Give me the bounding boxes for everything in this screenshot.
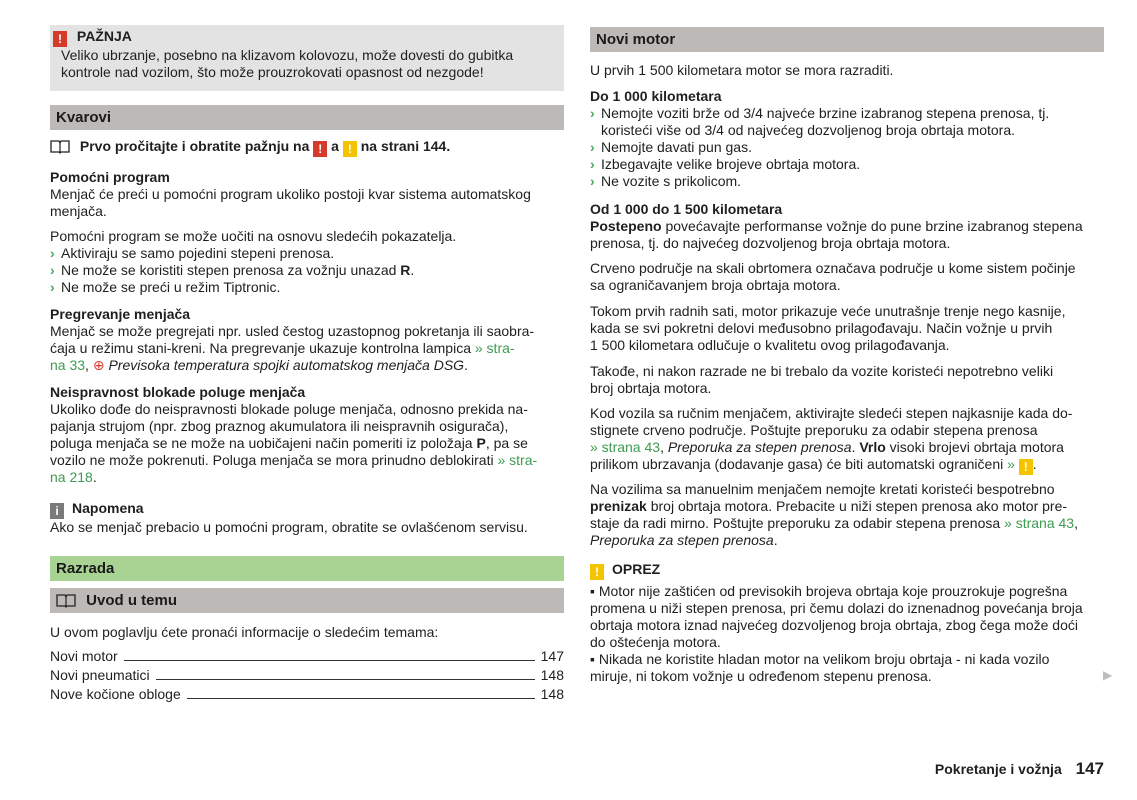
next-page-arrow-icon[interactable]: ▶ (1103, 668, 1113, 682)
text-line: Takođe, ni nakon razrade ne bi trebalo da vozite koristeći nepotrebno veliki (590, 363, 1054, 379)
text-line: broj obrtaja motora. (590, 380, 712, 396)
page-number: 147 (1075, 759, 1104, 778)
text-line: Kod vozila sa ručnim menjačem, aktivirajte sledeći stepen najkasnije kada do- (590, 405, 1073, 421)
text-line: Crveno područje na skali obrtomera označava područje u kome sistem počinje (590, 260, 1076, 276)
exclamation-icon: ! (53, 31, 67, 47)
oprez-bullet: ▪ Motor nije zaštićen od previsokih brojeva obrtaja koje prouzrokuje pogrešna promena u niži stepen prenosa, pri čemu dolazi do iznenadnog povećanja broja obrtaja motora iznad najvećeg dozvoljenog broja obrtaja, zbog čega može doći do oštećenja motora. (590, 583, 1104, 651)
info-icon: i (50, 503, 64, 519)
page-link[interactable]: na 33 (50, 357, 86, 373)
book-icon (50, 139, 70, 154)
page-link[interactable]: » (1007, 456, 1015, 472)
pregrevanje-section (50, 306, 564, 374)
list-item: › Izbegavajte velike brojeve obrtaja motora. (590, 156, 861, 172)
page-link[interactable]: » strana 43 (590, 439, 661, 455)
novi-motor-intro: U prvih 1 500 kilometara motor se mora razraditi. (590, 62, 894, 78)
text-line: 1 500 kilometara odlučuje o kvalitetu ovog prilagođavanja. (590, 337, 950, 353)
list-item-continuation: koristeći više od 3/4 od najvećeg dozvoljenog broja obrtaja motora. (601, 122, 1016, 138)
caution-icon: ! (590, 564, 604, 580)
text-line: stignete crveno područje. Poštujte preporuku za odabir stepena prenosa (590, 422, 1038, 438)
text-line: obrtaja motora iznad najvećeg dozvoljenog broja obrtaja, zbog čega može doći (590, 617, 1078, 633)
napomena-title: Napomena (72, 500, 144, 516)
neispravnost-line: poluga menjača se ne može na uobičajeni način pomeriti iz položaja P, pa se (50, 435, 528, 451)
square-bullet-icon: ▪ (590, 651, 595, 667)
od1000-line: Postepeno povećavajte performanse vožnje do pune brzine izabranog stepena (590, 218, 1083, 234)
toc-row[interactable]: Novi pneumatici 148 (50, 667, 564, 683)
neispravnost-section (50, 384, 564, 486)
pomocni-line: menjača. (50, 203, 107, 219)
book-icon (56, 593, 76, 608)
toc-row[interactable]: Novi motor 147 (50, 648, 564, 664)
page-link[interactable]: » stra- (474, 340, 515, 356)
razrada-intro: U ovom poglavlju ćete pronaći informacije o sledećim temama: (50, 624, 439, 640)
pregrevanje-line: ćaja u režimu stani-kreni. Na pregrevanje ukazuje kontrolna lampica » stra- (50, 340, 515, 356)
section-header-novi-motor: Novi motor (590, 27, 1104, 52)
oprez-bullet: ▪ Nikada ne koristite hladan motor na velikom broju obrtaja - ni kada vozilo miruje, ni tokom vožnje u određenom stepenu prenosa. (590, 651, 1104, 685)
oprez-title: OPREZ (612, 561, 661, 577)
warning-title: PAŽNJA (76, 28, 132, 44)
pregrevanje-title: Pregrevanje menjača (50, 306, 191, 322)
list-item: › Aktiviraju se samo pojedini stepeni prenosa. (50, 245, 335, 261)
list-item: › Ne može se koristiti stepen prenosa za vožnju unazad R. (50, 262, 415, 278)
subheader-uvod: Uvod u temu (50, 588, 564, 613)
chevron-right-icon: › (50, 262, 55, 278)
warning-circle-icon: ⊕ (92, 357, 105, 373)
kvarovi-intro: Prvo pročitajte i obratite pažnju na ! a ! na strani 144. (50, 138, 450, 157)
chevron-right-icon: › (590, 156, 595, 172)
exclamation-icon: ! (313, 141, 327, 157)
neispravnost-title: Neispravnost blokade poluge menjača (50, 384, 306, 400)
toc-leader (187, 698, 535, 699)
od1000-section (590, 201, 1104, 252)
toc-row[interactable]: Nove kočione obloge 148 (50, 686, 564, 702)
chevron-right-icon: › (50, 245, 55, 261)
chevron-right-icon: › (590, 173, 595, 189)
pregrevanje-line: Menjač se može pregrejati npr. usled čestog uzastopnog pokretanja ili saobra- (50, 323, 535, 339)
text-line: prenizak broj obrtaja motora. Prebacite u niži stepen prenosa ako motor pre- (590, 498, 1068, 514)
text-line: staje da radi mirno. Poštujte preporuku za odabir stepena prenosa » strana 43, (590, 515, 1078, 531)
caution-icon: ! (1019, 459, 1033, 475)
text-line: Preporuka za stepen prenosa. (590, 532, 778, 548)
pomocni-indicators (50, 228, 564, 296)
page-link[interactable]: na 218 (50, 469, 93, 485)
warning-line: Veliko ubrzanje, posebno na klizavom kolovozu, može dovesti do gubitka (61, 47, 514, 63)
warning-line: kontrole nad vozilom, što može prouzrokovati opasnost od nezgode! (61, 64, 484, 80)
paragraph-crveno (590, 260, 1104, 294)
do1000-section (590, 88, 1104, 190)
neispravnost-line: pajanja strujom (npr. zbog praznog akumulatora ili neispravnih osigurača), (50, 418, 509, 434)
list-item: › Ne može se preći u režim Tiptronic. (50, 279, 281, 295)
oprez-title-row (590, 561, 1104, 580)
footer (935, 760, 1104, 778)
section-header-razrada: Razrada (50, 556, 564, 581)
toc-list (50, 646, 564, 703)
list-item: › Ne vozite s prikolicom. (590, 173, 742, 189)
toc-leader (156, 679, 535, 680)
napomena-box (50, 500, 564, 536)
text-line: kada se svi pokretni delovi međusobno prilagođavaju. Način vožnje u prvih (590, 320, 1053, 336)
do1000-title: Do 1 000 kilometara (590, 88, 722, 104)
toc-leader (124, 660, 535, 661)
oprez-box (590, 561, 1104, 685)
text-line: do oštećenja motora. (590, 634, 721, 650)
page-link[interactable]: » stra- (497, 452, 538, 468)
text-line: sa ograničavanjem broja obrtaja motora. (590, 277, 841, 293)
chevron-right-icon: › (590, 105, 595, 121)
neispravnost-line: na 218. (50, 469, 97, 485)
napomena-text: Ako se menjač prebacio u pomoćni program, obratite se ovlašćenom servisu. (50, 519, 528, 535)
paragraph-kod (590, 405, 1104, 475)
paragraph-tokom (590, 303, 1104, 354)
text-line: Na vozilima sa manuelnim menjačem nemojte kretati koristeći bespotrebno (590, 481, 1055, 497)
square-bullet-icon: ▪ (590, 583, 595, 599)
footer-section-title: Pokretanje i vožnja (934, 761, 1062, 777)
warning-text (61, 47, 561, 81)
od1000-title: Od 1 000 do 1 500 kilometara (590, 201, 783, 217)
warning-title-row (53, 28, 132, 47)
paragraph-takodje (590, 363, 1104, 397)
list-item: › Nemojte voziti brže od 3/4 najveće brzine izabranog stepena prenosa, tj. (590, 105, 1050, 121)
text-line: Tokom prvih radnih sati, motor prikazuje veće unutrašnje trenje nego kasnije, (590, 303, 1066, 319)
neispravnost-line: vozilo ne može pokrenuti. Poluga menjača se mora prinudno deblokirati » stra- (50, 452, 538, 468)
od1000-line: prenosa, tj. do najvećeg dozvoljenog broja obrtaja motora. (590, 235, 951, 251)
section-header-kvarovi: Kvarovi (50, 105, 564, 130)
chevron-right-icon: › (50, 279, 55, 295)
text-line: miruje, ni tokom vožnje u određenom stepenu prenosa. (590, 668, 932, 684)
pomocni-section (50, 169, 564, 220)
list-item: › Nemojte davati pun gas. (590, 139, 752, 155)
napomena-title-row (50, 500, 564, 519)
text-line: prilikom ubrzavanja (dodavanje gasa) će biti automatski ograničeni » ! . (590, 456, 1037, 474)
pomocni-line: Menjač će preći u pomoćni program ukoliko postoji kvar sistema automatskog (50, 186, 531, 202)
pregrevanje-line: na 33, ⊕ Previsoka temperatura spojki automatskog menjača DSG. (50, 357, 468, 373)
text-line: » strana 43, Preporuka za stepen prenosa. Vrlo visoki brojevi obrtaja motora (590, 439, 1064, 455)
warning-box (50, 25, 564, 91)
neispravnost-line: Ukoliko dođe do neispravnosti blokade poluge menjača, odnosno prekida na- (50, 401, 528, 417)
page-link[interactable]: » strana 43 (1004, 515, 1075, 531)
pomocni-para2: Pomoćni program se može uočiti na osnovu sledećih pokazatelja. (50, 228, 457, 244)
caution-icon: ! (343, 141, 357, 157)
paragraph-manuelni (590, 481, 1104, 549)
text-line: promena u niži stepen prenosa, pri čemu dolazi do iznenadnog povećanja broja (590, 600, 1083, 616)
pomocni-title: Pomoćni program (50, 169, 170, 185)
chevron-right-icon: › (590, 139, 595, 155)
